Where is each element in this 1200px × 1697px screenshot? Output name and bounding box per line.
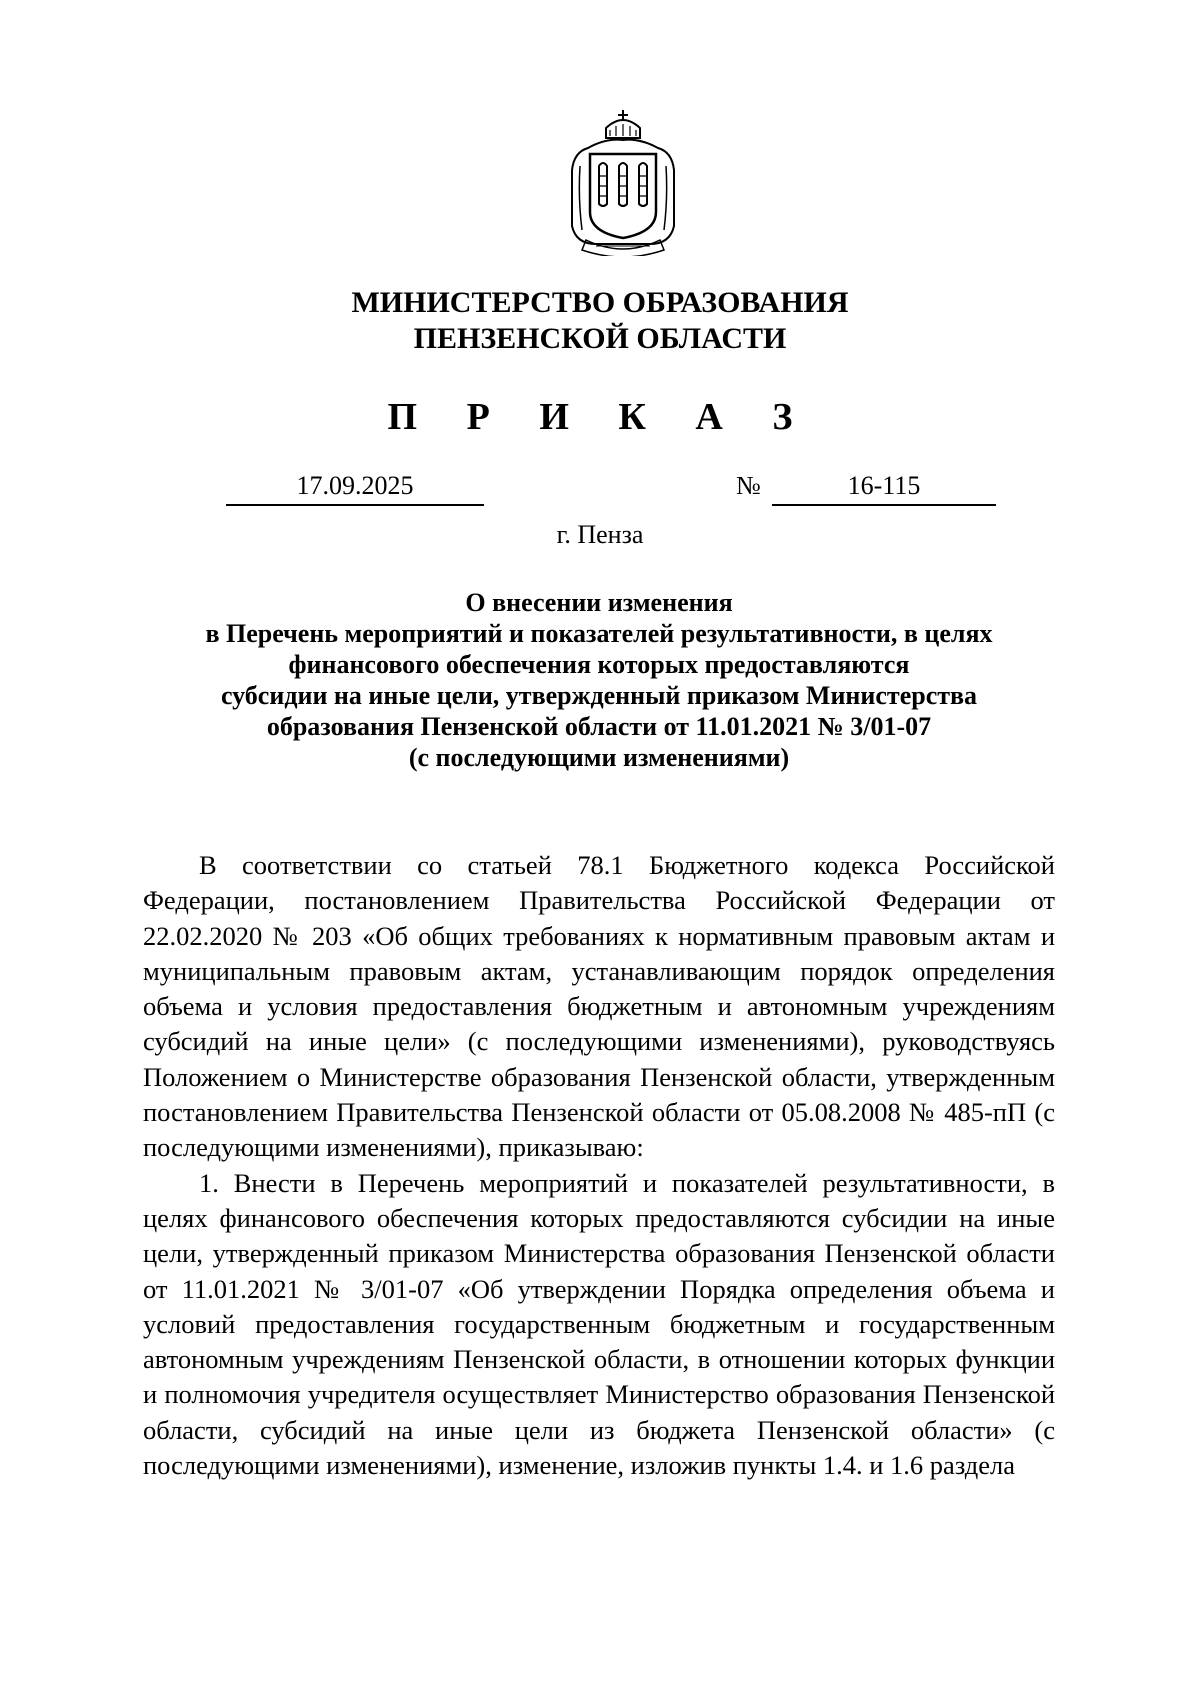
paragraph-preamble: В соответствии со статьей 78.1 Бюджетного кодекса Российской Федерации, постановлением Правительства Российской Федерации от 22.02.2020 № 203 «Об общих требованиях к нормативным правовым актам и муниципальным правовым актам, устанавливающим порядок определения объема и условия предоставления бюджетным и автономным учреждениям субсидий на иные цели» (с последующими изменениями), руководствуясь Положением о Министерстве образования Пензенской области, утвержденным постановлением Правительства Пензенской области от 05.08.2008 № 485-пП (с последующими изменениями), приказываю: [143,850,1055,1163]
paragraph-item-1: 1. Внести в Перечень мероприятий и показателей результативности, в целях финансового обеспечения которых предоставляются субсидии на иные цели, утвержденный приказом Министерства образования Пензенской области от 11.01.2021 № 3/01-07 «Об утверждении Порядка определения объема и условий предоставления государственным бюджетным и государственным автономным учреждениям Пензенской области, в отношении которых функции и полномочия учредителя осуществляет Министерство образования Пензенской области, субсидий на иные цели из бюджета Пензенской области» (с последующими изменениями), изменение, изложив пункты 1.4. и 1.6 раздела [143,1167,1055,1481]
order-number: 16-115 [772,470,996,506]
order-heading: П Р И К А З [387,396,813,438]
title-line-6: (с последующими изменениями) [408,743,790,772]
document-body [143,848,1055,1483]
title-line-2: в Перечень мероприятий и показателей результативности, в целях [205,619,993,648]
ministry-line-2: ПЕНЗЕНСКОЙ ОБЛАСТИ [413,322,787,355]
title-line-4: субсидии на иные цели, утвержденный приказом Министерства [220,681,978,710]
title-line-1: О внесении изменения [465,588,733,617]
ministry-line-1: МИНИСТЕРСТВО ОБРАЗОВАНИЯ [351,286,849,319]
order-date: 17.09.2025 [226,470,484,506]
title-line-5: образования Пензенской области от 11.01.2021 № 3/01-07 [266,712,932,741]
city: г. Пенза [556,520,644,549]
title-line-3: финансового обеспечения которых предоставляются [288,650,910,679]
ministry-name [0,285,1200,357]
order-title [140,587,1058,773]
coat-of-arms-icon [566,108,680,256]
number-sign: № [736,471,761,500]
